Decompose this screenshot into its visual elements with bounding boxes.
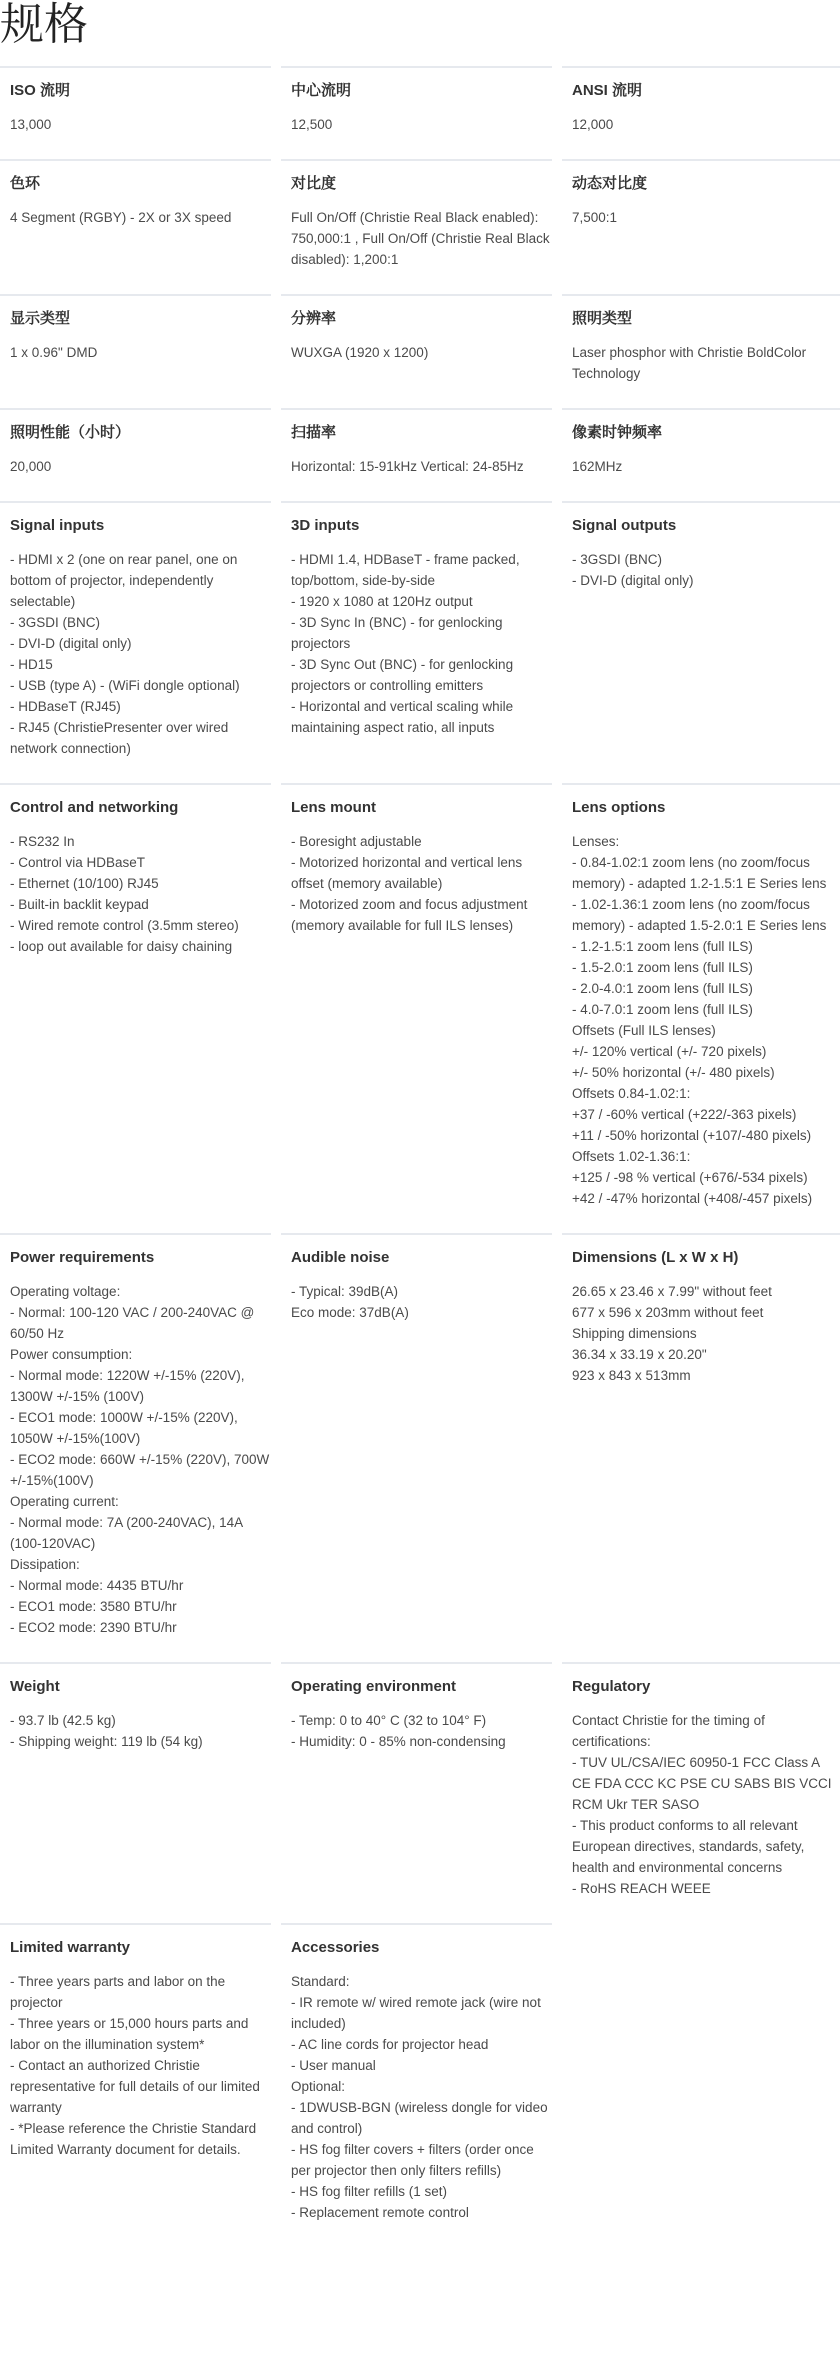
spec-cell <box>562 783 840 1233</box>
spec-value: 12,500 <box>291 117 333 132</box>
spec-cell <box>281 159 552 294</box>
spec-title: Dimensions (L x W x H) <box>572 1249 739 1266</box>
spec-value: - 3GSDI (BNC) - DVI-D (digital only) <box>572 552 694 588</box>
spec-title: 分辨率 <box>291 310 337 327</box>
spec-cell <box>0 501 271 783</box>
spec-cell <box>0 1233 271 1662</box>
spec-value: - 93.7 lb (42.5 kg) - Shipping weight: 119 lb (54 kg) <box>10 1713 203 1749</box>
spec-cell <box>0 408 271 501</box>
spec-title: 照明性能（小时） <box>10 424 131 441</box>
spec-value: - Temp: 0 to 40° C (32 to 104° F) - Humidity: 0 - 85% non-condensing <box>291 1713 506 1749</box>
spec-value: 12,000 <box>572 117 614 132</box>
spec-title: Weight <box>10 1678 60 1695</box>
spec-title: 照明类型 <box>572 310 633 327</box>
spec-cell <box>0 783 271 1233</box>
spec-value: 4 Segment (RGBY) - 2X or 3X speed <box>10 210 232 225</box>
page-title: 规格 <box>0 0 88 50</box>
spec-title: 色环 <box>10 175 41 192</box>
spec-title: ISO 流明 <box>10 82 71 99</box>
spec-cell <box>281 408 552 501</box>
spec-cell <box>0 1662 271 1923</box>
spec-value: Contact Christie for the timing of certifications: - TUV UL/CSA/IEC 60950-1 FCC Class A CE FDA CCC KC PSE CU SABS BIS VCCI RCM Ukr TER SASO - This product conforms to all relevant European directives, standards, safety, health and environmental concerns - RoHS REACH WEEE <box>572 1713 832 1896</box>
spec-title: 对比度 <box>291 175 337 192</box>
spec-cell <box>562 1662 840 1923</box>
spec-value: Horizontal: 15-91kHz Vertical: 24-85Hz <box>291 459 524 474</box>
spec-value: Operating voltage: - Normal: 100-120 VAC / 200-240VAC @ 60/50 Hz Power consumption: - Normal mode: 1220W +/-15% (220V), 1300W +/-15% (100V) - ECO1 mode: 1000W +/-15% (220V), 1050W +/-15%(100V) - ECO2 mode: 660W +/-15% (220V), 700W +/-15%(100V) Operating current: - Normal mode: 7A (200-240VAC), 14A (100-120VAC) Dissipation: - Normal mode: 4435 BTU/hr - ECO1 mode: 3580 BTU/hr - ECO2 mode: 2390 BTU/hr <box>10 1284 270 1635</box>
spec-title: Control and networking <box>10 799 179 816</box>
spec-grid <box>0 66 840 2247</box>
spec-value: - HDMI 1.4, HDBaseT - frame packed, top/bottom, side-by-side - 1920 x 1080 at 120Hz output - 3D Sync In (BNC) - for genlocking projectors - 3D Sync Out (BNC) - for genlocking projectors or controlling emitters - Horizontal and vertical scaling while maintaining aspect ratio, all inputs <box>291 552 520 735</box>
spec-cell <box>562 294 840 408</box>
spec-title: Limited warranty <box>10 1939 131 1956</box>
spec-cell <box>0 159 271 294</box>
spec-value: Standard: - IR remote w/ wired remote jack (wire not included) - AC line cords for projector head - User manual Optional: - 1DWUSB-BGN (wireless dongle for video and control) - HS fog filter covers + filters (order once per projector then only filters refills) - HS fog filter refills (1 set) - Replacement remote control <box>291 1974 548 2220</box>
spec-cell <box>281 1662 552 1923</box>
spec-cell <box>562 408 840 501</box>
spec-value: 7,500:1 <box>572 210 618 225</box>
spec-title: Power requirements <box>10 1249 155 1266</box>
spec-cell <box>0 66 271 159</box>
spec-cell <box>0 1923 271 2247</box>
spec-title: Audible noise <box>291 1249 390 1266</box>
spec-cell <box>281 1923 552 2247</box>
spec-title: 扫描率 <box>291 424 337 441</box>
spec-value: - Boresight adjustable - Motorized horizontal and vertical lens offset (memory available) - Motorized zoom and focus adjustment (memory available for full ILS lenses) <box>291 834 528 933</box>
spec-title: Accessories <box>291 1939 380 1956</box>
spec-value: - Three years parts and labor on the projector - Three years or 15,000 hours parts and labor on the illumination system* - Contact an authorized Christie representative for full details of our limited warranty - *Please reference the Christie Standard Limited Warranty document for details. <box>10 1974 260 2157</box>
spec-value: 13,000 <box>10 117 52 132</box>
spec-title: Signal outputs <box>572 517 677 534</box>
spec-value: 20,000 <box>10 459 52 474</box>
spec-cell <box>281 66 552 159</box>
spec-title: ANSI 流明 <box>572 82 643 99</box>
spec-cell <box>281 294 552 408</box>
spec-title: Operating environment <box>291 1678 457 1695</box>
spec-value: 1 x 0.96" DMD <box>10 345 98 360</box>
spec-cell <box>562 66 840 159</box>
spec-cell <box>562 1233 840 1662</box>
spec-title: 中心流明 <box>291 82 352 99</box>
spec-cell <box>281 1233 552 1662</box>
spec-value: 26.65 x 23.46 x 7.99" without feet 677 x 596 x 203mm without feet Shipping dimensions 36.34 x 33.19 x 20.20" 923 x 843 x 513mm <box>572 1284 772 1383</box>
spec-title: 动态对比度 <box>572 175 648 192</box>
spec-cell-empty <box>562 1923 840 2247</box>
spec-cell <box>562 501 840 783</box>
spec-title: Signal inputs <box>10 517 105 534</box>
spec-value: - RS232 In - Control via HDBaseT - Ethernet (10/100) RJ45 - Built-in backlit keypad - Wired remote control (3.5mm stereo) - loop out available for daisy chaining <box>10 834 239 954</box>
spec-value: - Typical: 39dB(A) Eco mode: 37dB(A) <box>291 1284 409 1320</box>
spec-value: 162MHz <box>572 459 623 474</box>
spec-title: Regulatory <box>572 1678 651 1695</box>
spec-title: 3D inputs <box>291 517 360 534</box>
spec-cell <box>0 294 271 408</box>
spec-value: WUXGA (1920 x 1200) <box>291 345 429 360</box>
spec-cell <box>281 501 552 783</box>
spec-value: Lenses: - 0.84-1.02:1 zoom lens (no zoom/focus memory) - adapted 1.2-1.5:1 E Series lens - 1.02-1.36:1 zoom lens (no zoom/focus memory) - adapted 1.5-2.0:1 E Series lens - 1.2-1.5:1 zoom lens (full ILS) - 1.5-2.0:1 zoom lens (full ILS) - 2.0-4.0:1 zoom lens (full ILS) - 4.0-7.0:1 zoom lens (full ILS) Offsets (Full ILS lenses) +/- 120% vertical (+/- 720 pixels) +/- 50% horizontal (+/- 480 pixels) Offsets 0.84-1.02:1: +37 / -60% vertical (+222/-363 pixels) +11 / -50% horizontal (+107/-480 pixels) Offsets 1.02-1.36:1: +125 / -98 % vertical (+676/-534 pixels) +42 / -47% horizontal (+408/-457 pixels) <box>572 834 827 1206</box>
spec-value: Full On/Off (Christie Real Black enabled): 750,000:1 , Full On/Off (Christie Real Black disabled): 1,200:1 <box>291 210 550 267</box>
spec-value: - HDMI x 2 (one on rear panel, one on bottom of projector, independently selectable) - 3GSDI (BNC) - DVI-D (digital only) - HD15 - USB (type A) - (WiFi dongle optional) - HDBaseT (RJ45) - RJ45 (ChristiePresenter over wired network connection) <box>10 552 240 756</box>
spec-title: 显示类型 <box>10 310 71 327</box>
spec-value: Laser phosphor with Christie BoldColor Technology <box>572 345 807 381</box>
spec-cell <box>281 783 552 1233</box>
spec-title: 像素时钟频率 <box>572 424 663 441</box>
spec-title: Lens options <box>572 799 666 816</box>
spec-cell <box>562 159 840 294</box>
spec-title: Lens mount <box>291 799 376 816</box>
